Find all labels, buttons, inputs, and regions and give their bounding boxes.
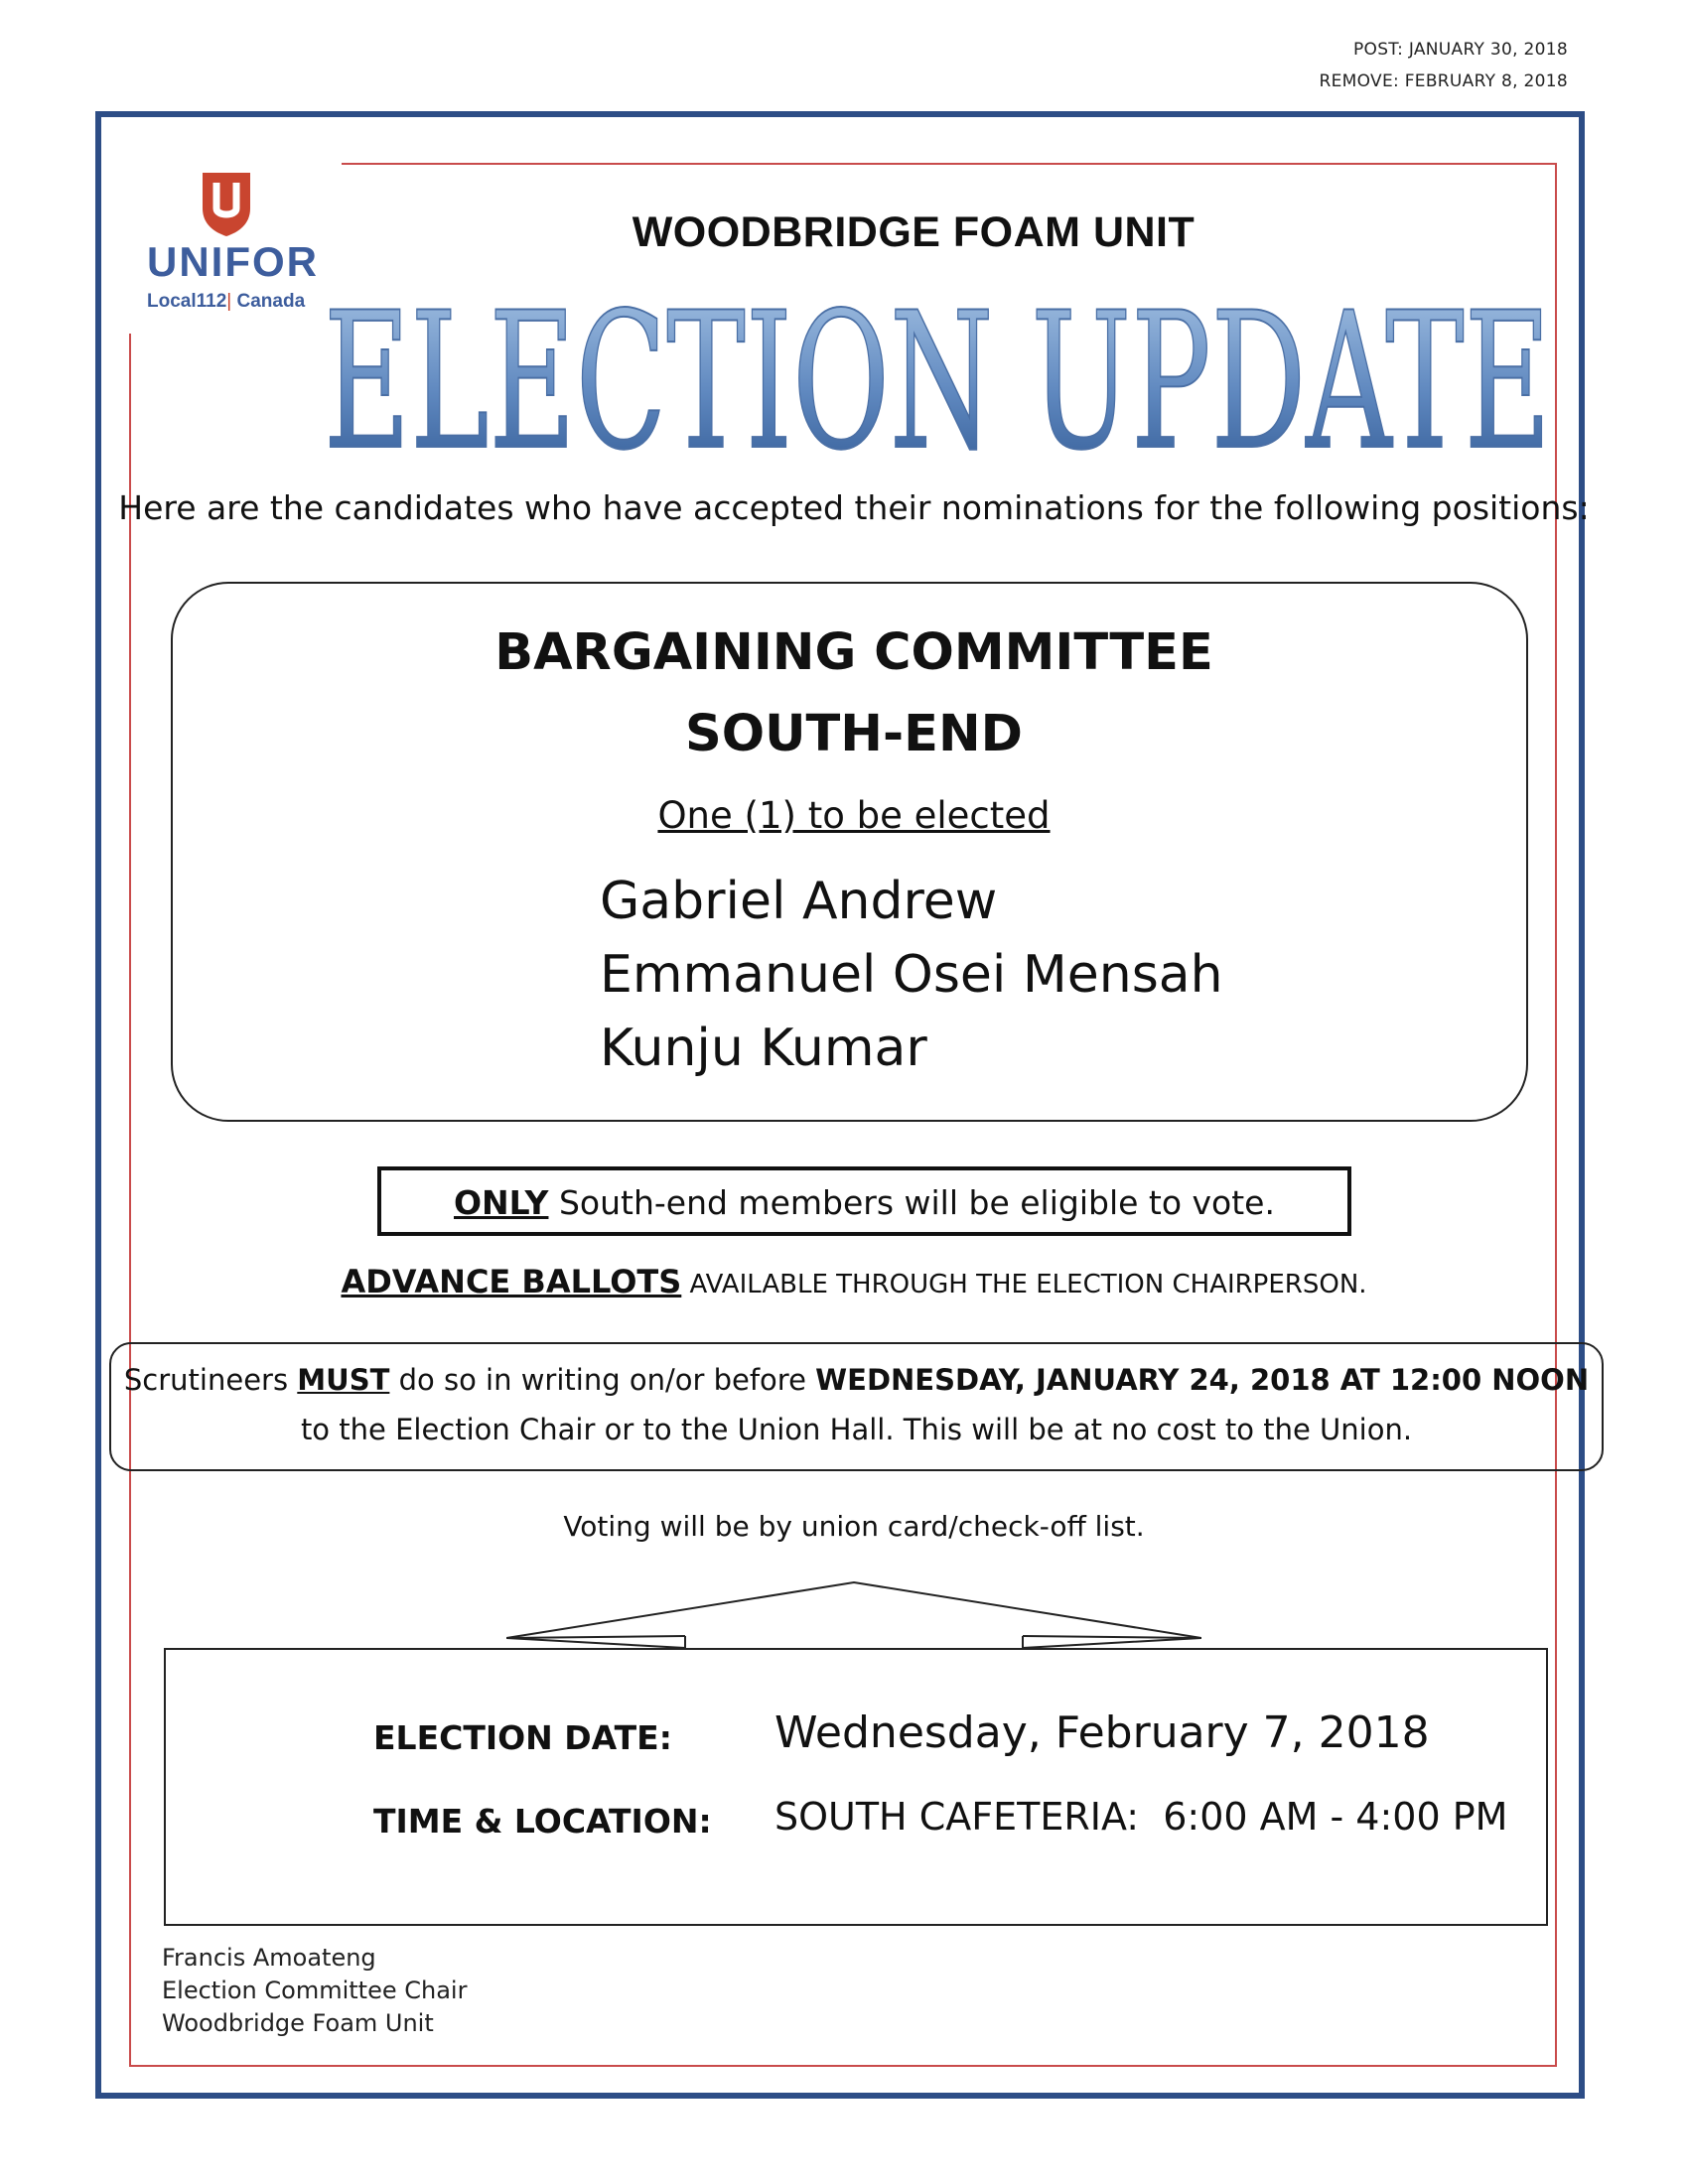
advance-ballots-notice [0,1263,1688,1300]
voting-method: Voting will be by union card/check-off list. [563,1510,1145,1543]
candidate-name: Kunju Kumar [600,1019,927,1078]
must-emphasis: MUST [297,1363,390,1397]
eligibility-notice [377,1183,1351,1222]
scrutineers-line-1 [109,1363,1604,1397]
election-date-label: ELECTION DATE: [373,1718,672,1757]
signature-title: Election Committee Chair [162,1977,468,2004]
election-details-box [164,1648,1548,1926]
signature-name: Francis Amoateng [162,1944,376,1972]
scrutineers-text: Scrutineers [123,1363,298,1397]
unit-title: WOODBRIDGE FOAM UNIT [632,208,1196,256]
headline: ELECTION UPDATE [324,288,1551,467]
post-date: POST: JANUARY 30, 2018 [1352,40,1568,60]
scrutineers-deadline: WEDNESDAY, JANUARY 24, 2018 AT 12:00 NOON [815,1363,1590,1397]
signature-unit: Woodbridge Foam Unit [162,2009,434,2037]
logo-separator: | [226,291,232,312]
scrutineers-box [109,1342,1604,1471]
election-box-roof [506,1580,1201,1650]
headline-graphic [318,288,1559,467]
time-location-value: SOUTH CAFETERIA: 6:00 AM - 4:00 PM [774,1795,1508,1839]
candidate-name: Gabriel Andrew [600,872,998,931]
intro-text: Here are the candidates who have accepted their nominations for the following positions: [118,488,1590,527]
logo-wordmark: UNIFOR [147,238,319,285]
scrutineers-text: do so in writing on/or before [389,1363,816,1397]
only-emphasis: ONLY [454,1183,549,1222]
positions-to-elect: One (1) to be elected [657,794,1051,837]
logo-subtitle [147,291,305,313]
advance-ballots-label: ADVANCE BALLOTS [341,1263,682,1300]
candidate-name: Emmanuel Osei Mensah [600,945,1223,1005]
logo-country: Canada [236,291,306,312]
remove-date: REMOVE: FEBRUARY 8, 2018 [1319,71,1568,91]
position-title: BARGAINING COMMITTEE [494,623,1213,682]
scrutineers-line-2: to the Election Chair or to the Union Hall. This will be at no cost to the Union. [300,1413,1413,1446]
time-location-label: TIME & LOCATION: [373,1802,712,1841]
logo-local: Local112 [147,291,227,312]
election-date-value: Wednesday, February 7, 2018 [774,1707,1430,1758]
eligibility-text: South-end members will be eligible to vote. [548,1183,1275,1222]
advance-ballots-text: AVAILABLE THROUGH THE ELECTION CHAIRPERSON. [681,1270,1367,1299]
position-subtitle: SOUTH-END [685,705,1023,763]
